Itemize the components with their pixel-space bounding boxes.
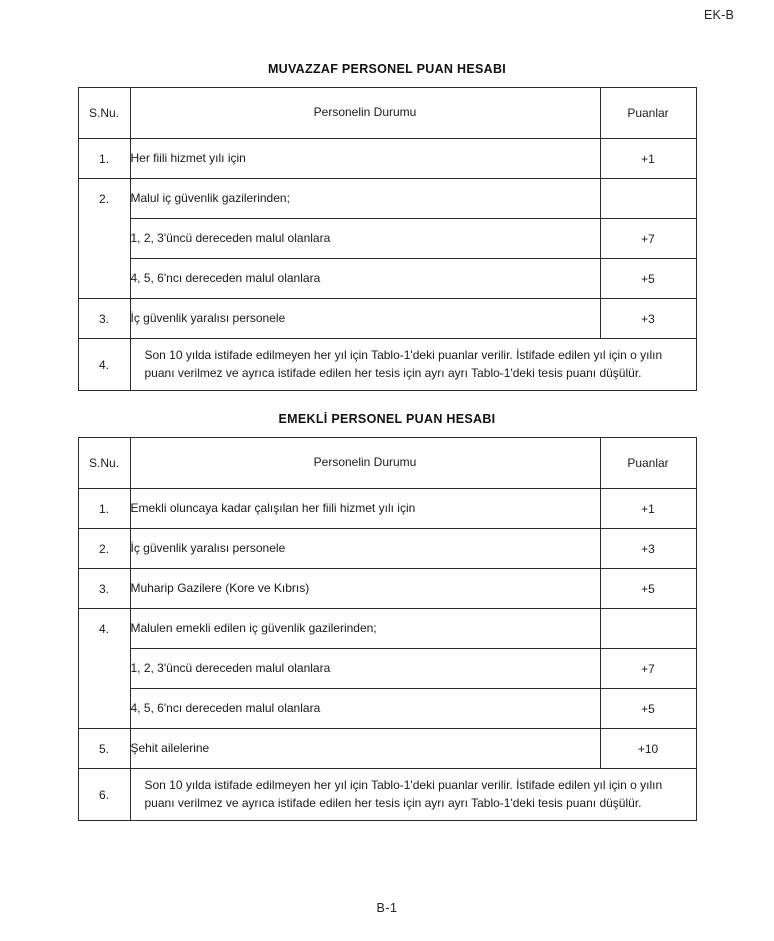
table-row: [78, 299, 696, 339]
row-points: +5: [600, 689, 696, 729]
table-row: [78, 489, 696, 529]
table-row: [78, 179, 696, 219]
section-emekli: [0, 412, 774, 821]
table-row: [78, 729, 696, 769]
table-row: [78, 259, 696, 299]
annex-label: EK-B: [704, 8, 734, 22]
section-title-muvazzaf: MUVAZZAF PERSONEL PUAN HESABI: [267, 62, 507, 76]
row-number: 2.: [78, 529, 130, 569]
table-row: [78, 339, 696, 391]
row-description: Son 10 yılda istifade edilmeyen her yıl için Tablo-1'deki puanlar verilir. İstifade edilen yıl için o yılın puanı verilmez ve ayrıca istifade edilen her tesis için ayrı ayrı Tablo-1'deki tesis puanı düşülür.: [130, 769, 696, 821]
row-description: İç güvenlik yaralısı personele: [130, 299, 600, 339]
row-description: Her fiili hizmet yılı için: [130, 139, 600, 179]
table-row: [78, 219, 696, 259]
row-number: [78, 259, 130, 299]
table-row: [78, 609, 696, 649]
column-header-points: Puanlar: [600, 88, 696, 139]
column-header-sn: S.Nu.: [78, 88, 130, 139]
row-points: +3: [600, 529, 696, 569]
row-points: +5: [600, 259, 696, 299]
row-description: 1, 2, 3'üncü dereceden malul olanlara: [130, 219, 600, 259]
table-row: [78, 529, 696, 569]
row-number: 1.: [78, 489, 130, 529]
table-row: [78, 649, 696, 689]
row-description: 4, 5, 6'ncı dereceden malul olanlara: [130, 689, 600, 729]
row-description: Malul iç güvenlik gazilerinden;: [130, 179, 600, 219]
row-number: 3.: [78, 299, 130, 339]
column-header-points: Puanlar: [600, 438, 696, 489]
table-row: [78, 569, 696, 609]
row-points: +5: [600, 569, 696, 609]
row-points: [600, 179, 696, 219]
section-title-emekli: EMEKLİ PERSONEL PUAN HESABI: [278, 412, 496, 426]
table-row: [78, 689, 696, 729]
row-points: +1: [600, 489, 696, 529]
row-description: 4, 5, 6'ncı dereceden malul olanlara: [130, 259, 600, 299]
row-description: 1, 2, 3'üncü dereceden malul olanlara: [130, 649, 600, 689]
row-number: [78, 219, 130, 259]
row-description: Son 10 yılda istifade edilmeyen her yıl için Tablo-1'deki puanlar verilir. İstifade edilen yıl için o yılın puanı verilmez ve ayrıca istifade edilen her tesis için ayrı ayrı Tablo-1'deki tesis puanı düşülür.: [130, 339, 696, 391]
table-row: [78, 769, 696, 821]
row-number: 1.: [78, 139, 130, 179]
row-description: Şehit ailelerine: [130, 729, 600, 769]
page-number: B-1: [376, 901, 398, 915]
row-points: +1: [600, 139, 696, 179]
column-header-sn: S.Nu.: [78, 438, 130, 489]
row-points: +3: [600, 299, 696, 339]
table-emekli: [78, 437, 697, 821]
row-number: 4.: [78, 609, 130, 649]
table-row: [78, 139, 696, 179]
row-number: 6.: [78, 769, 130, 821]
table-muvazzaf: [78, 87, 697, 391]
row-number: 3.: [78, 569, 130, 609]
section-muvazzaf: [0, 62, 774, 391]
row-points: +10: [600, 729, 696, 769]
table-header-row: [78, 438, 696, 489]
table-header-row: [78, 88, 696, 139]
row-description: İç güvenlik yaralısı personele: [130, 529, 600, 569]
row-number: 4.: [78, 339, 130, 391]
row-number: 5.: [78, 729, 130, 769]
row-points: [600, 609, 696, 649]
row-number: 2.: [78, 179, 130, 219]
row-number: [78, 649, 130, 689]
column-header-description: Personelin Durumu: [130, 88, 600, 139]
row-description: Emekli oluncaya kadar çalışılan her fiili hizmet yılı için: [130, 489, 600, 529]
row-number: [78, 689, 130, 729]
row-points: +7: [600, 219, 696, 259]
row-description: Muharip Gazilere (Kore ve Kıbrıs): [130, 569, 600, 609]
row-description: Malulen emekli edilen iç güvenlik gazilerinden;: [130, 609, 600, 649]
row-points: +7: [600, 649, 696, 689]
column-header-description: Personelin Durumu: [130, 438, 600, 489]
